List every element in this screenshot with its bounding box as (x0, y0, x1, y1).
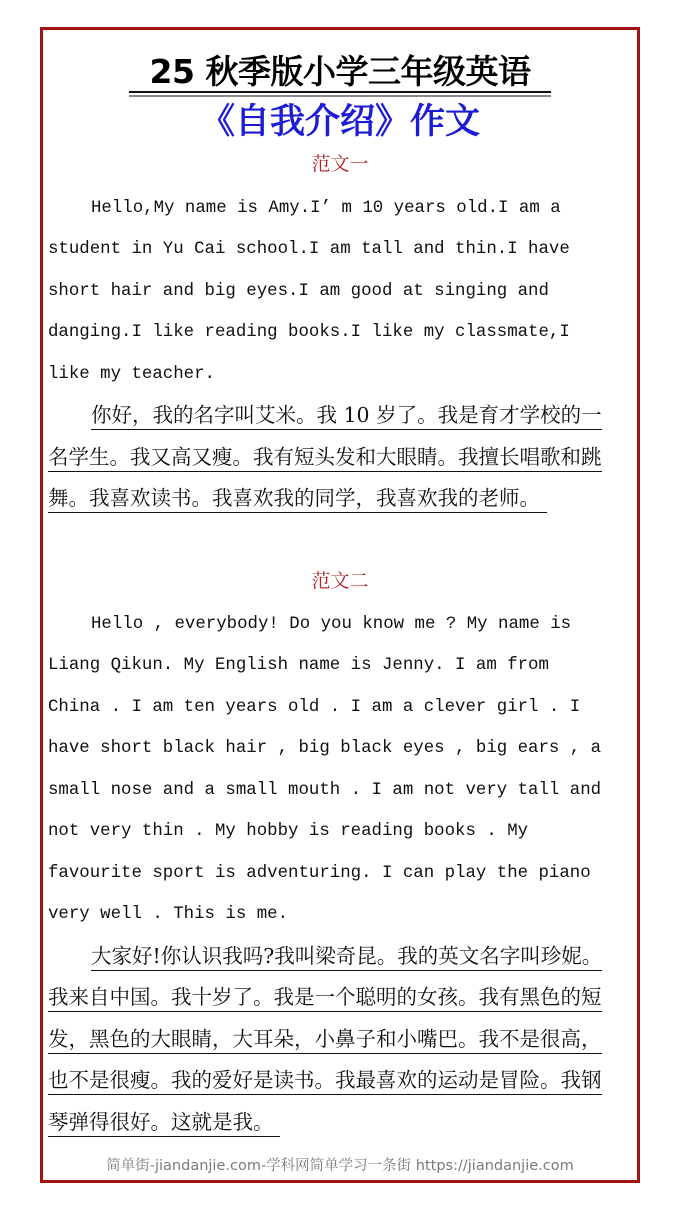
document-title: 25 秋季版小学三年级英语 (149, 52, 531, 91)
essay-2-english-line: have short black hair , big black eyes , big ears , a (48, 739, 602, 758)
section-heading-2: 范文二 (311, 570, 369, 592)
essay-2-chinese-line: 琴弹得很好。这就是我。 (48, 1109, 280, 1137)
essay-1-chinese-line: 舞。我喜欢读书。我喜欢我的同学，我喜欢我的老师。 (48, 485, 547, 513)
footer-watermark: 简单街-jiandanjie.com-学科网简单学习一条街 https://jiandanjie.com (106, 1158, 574, 1174)
essay-2-chinese-line: 大家好!你认识我吗?我叫梁奇昆。我的英文名字叫珍妮。 (91, 943, 602, 971)
title-underline-shadow (129, 95, 551, 97)
essay-1-english-line: like my teacher. (48, 365, 215, 384)
essay-1-chinese-line: 你好，我的名字叫艾米。我 10 岁了。我是育才学校的一 (91, 402, 602, 430)
essay-2-chinese-line: 我来自中国。我十岁了。我是一个聪明的女孩。我有黑色的短 (48, 984, 602, 1012)
essay-2-chinese-line: 发，黑色的大眼睛，大耳朵，小鼻子和小嘴巴。我不是很高， (48, 1026, 602, 1054)
essay-2-english-line: favourite sport is adventuring. I can play the piano (48, 864, 591, 883)
section-heading-1: 范文一 (311, 153, 369, 175)
essay-1-english-line: short hair and big eyes.I am good at singing and (48, 282, 549, 301)
essay-1-english-line: danging.I like reading books.I like my classmate,I (48, 323, 570, 342)
title-underline (129, 91, 551, 93)
essay-2-english-line: Hello , everybody! Do you know me ? My name is (91, 615, 572, 634)
essay-2-english-line: China . I am ten years old . I am a clever girl . I (48, 698, 581, 717)
essay-1-english-line: student in Yu Cai school.I am tall and thin.I have (48, 240, 570, 259)
essay-2-english-line: very well . This is me. (48, 905, 289, 924)
essay-2-english-line: small nose and a small mouth . I am not very tall and (48, 781, 602, 800)
document-subtitle: 《自我介绍》作文 (199, 102, 480, 142)
essay-2-english-line: Liang Qikun. My English name is Jenny. I am from (48, 656, 549, 675)
essay-2-chinese-line: 也不是很瘦。我的爱好是读书。我最喜欢的运动是冒险。我钢 (48, 1067, 602, 1095)
essay-1-english-line: Hello,My name is Amy.I’ m 10 years old.I am a (91, 199, 561, 218)
essay-2-english-line: not very thin . My hobby is reading books . My (48, 822, 529, 841)
essay-1-chinese-line: 名学生。我又高又瘦。我有短头发和大眼睛。我擅长唱歌和跳 (48, 444, 602, 472)
